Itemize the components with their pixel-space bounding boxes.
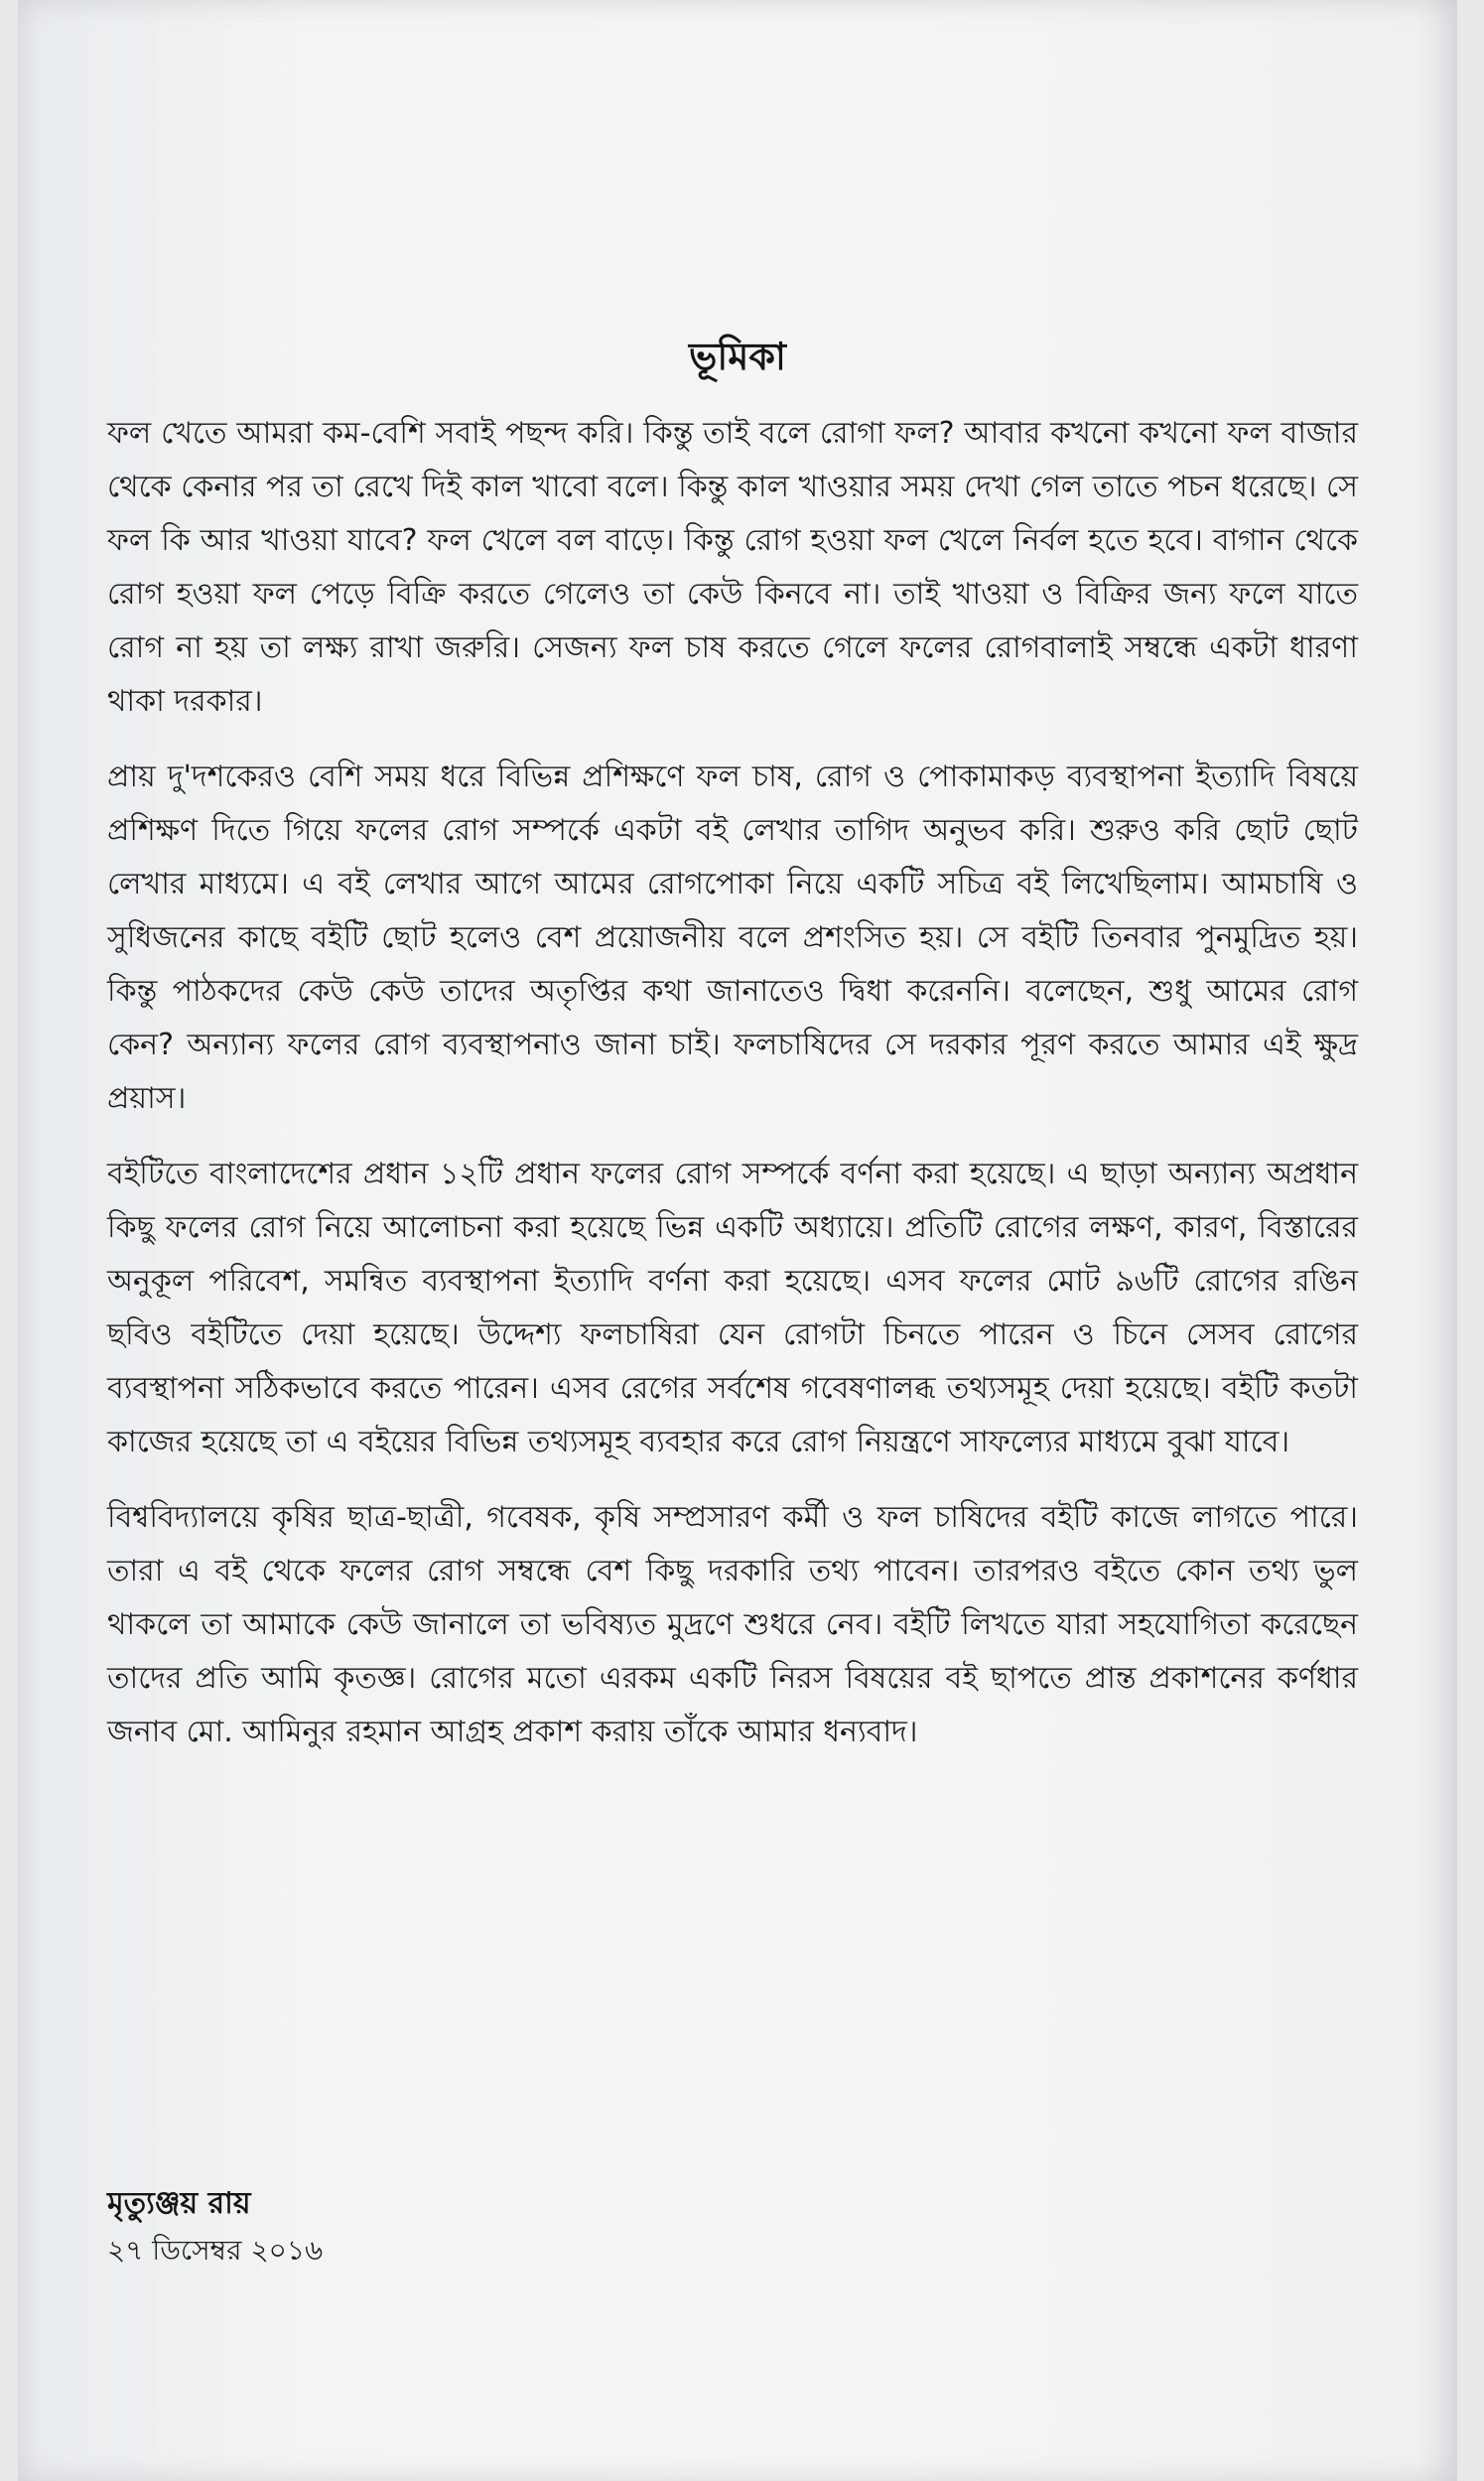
author-signature: মৃত্যুঞ্জয় রায় [107, 2186, 251, 2221]
paragraph-2: প্রায় দু'দশকেরও বেশি সময় ধরে বিভিন্ন প্রশিক্ষণে ফল চাষ, রোগ ও পোকামাকড় ব্যবস্থাপনা ইত্যাদি বিষয়ে প্রশিক্ষণ দিতে গিয়ে ফলের রোগ সম্পর্কে একটা বই লেখার তাগিদ অনুভব করি। শুরুও করি ছোট ছোট লেখার মাধ্যমে। এ বই লেখার আগে আমের রোগপোকা নিয়ে একটি সচিত্র বই লিখেছিলাম। আমচাষি ও সুধিজনের কাছে বইটি ছোট হলেও বেশ প্রয়োজনীয় বলে প্রশংসিত হয়। সে বইটি তিনবার পুনমুদ্রিত হয়। কিন্তু পাঠকদের কেউ কেউ তাদের অতৃপ্তির কথা জানাতেও দ্বিধা করেননি। বলেছেন, শুধু আমের রোগ কেন? অন্যান্য ফলের রোগ ব্যবস্থাপনাও জানা চাই। ফলচাষিদের সে দরকার পূরণ করতে আমার এই ক্ষুদ্র প্রয়াস। [107, 759, 1358, 1116]
book-page [18, 0, 1457, 2481]
preface-date: ২৭ ডিসেম্বর ২০১৬ [107, 2234, 324, 2267]
preface-body [107, 407, 1358, 1781]
paragraph-3: বইটিতে বাংলাদেশের প্রধান ১২টি প্রধান ফলের রোগ সম্পর্কে বর্ণনা করা হয়েছে। এ ছাড়া অন্যান্য অপ্রধান কিছু ফলের রোগ নিয়ে আলোচনা করা হয়েছে ভিন্ন একটি অধ্যায়ে। প্রতিটি রোগের লক্ষণ, কারণ, বিস্তারের অনুকূল পরিবেশ, সমন্বিত ব্যবস্থাপনা ইত্যাদি বর্ণনা করা হয়েছে। এসব ফলের মোট ৯৬টি রোগের রঙিন ছবিও বইটিতে দেয়া হয়েছে। উদ্দেশ্য ফলচাষিরা যেন রোগটা চিনতে পারেন ও চিনে সেসব রোগের ব্যবস্থাপনা সঠিকভাবে করতে পারেন। এসব রেগের সর্বশেষ গবেষণালব্ধ তথ্যসমূহ দেয়া হয়েছে। বইটি কতটা কাজের হয়েছে তা এ বইয়ের বিভিন্ন তথ্যসমূহ ব্যবহার করে রোগ নিয়ন্ত্রণে সাফল্যের মাধ্যমে বুঝা যাবে। [107, 1157, 1358, 1459]
paragraph-4: বিশ্ববিদ্যালয়ে কৃষির ছাত্র-ছাত্রী, গবেষক, কৃষি সম্প্রসারণ কর্মী ও ফল চাষিদের বইটি কাজে লাগতে পারে। তারা এ বই থেকে ফলের রোগ সম্বন্ধে বেশ কিছু দরকারি তথ্য পাবেন। তারপরও বইতে কোন তথ্য ভুল থাকলে তা আমাকে কেউ জানালে তা ভবিষ্যত মুদ্রণে শুধরে নেব। বইটি লিখতে যারা সহযোগিতা করেছেন তাদের প্রতি আমি কৃতজ্ঞ। রোগের মতো এরকম একটি নিরস বিষয়ের বই ছাপতে প্রান্ত প্রকাশনের কর্ণধার জনাব মো. আমিনুর রহমান আগ্রহ প্রকাশ করায় তাঁকে আমার ধন্যবাদ। [107, 1500, 1358, 1749]
page-title: ভূমিকা [689, 335, 786, 378]
paragraph-1: ফল খেতে আমরা কম-বেশি সবাই পছন্দ করি। কিন্তু তাই বলে রোগা ফল? আবার কখনো কখনো ফল বাজার থেকে কেনার পর তা রেখে দিই কাল খাবো বলে। কিন্তু কাল খাওয়ার সময় দেখা গেল তাতে পচন ধরেছে। সে ফল কি আর খাওয়া যাবে? ফল খেলে বল বাড়ে। কিন্তু রোগ হওয়া ফল খেলে নির্বল হতে হবে। বাগান থেকে রোগ হওয়া ফল পেড়ে বিক্রি করতে গেলেও তা কেউ কিনবে না। তাই খাওয়া ও বিক্রির জন্য ফলে যাতে রোগ না হয় তা লক্ষ্য রাখা জরুরি। সেজন্য ফল চাষ করতে গেলে ফলের রোগবালাই সম্বন্ধে একটা ধারণা থাকা দরকার। [107, 416, 1358, 719]
